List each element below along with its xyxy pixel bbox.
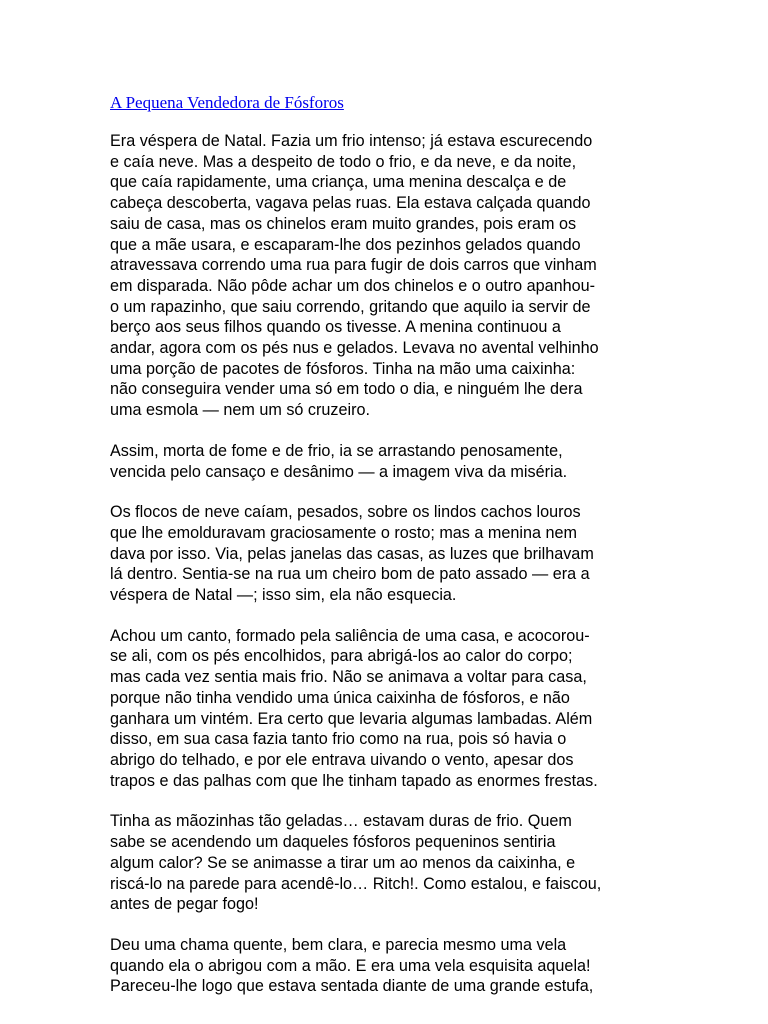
paragraph-1: Era véspera de Natal. Fazia um frio intenso; já estava escurecendo e caía neve. Mas a despeito de todo o frio, e da neve, e da noite, que caía rapidamente, uma criança, uma menina descalça e de cabeça descoberta, vagava pelas ruas. Ela estava calçada quando saiu de casa, mas os chinelos eram muito grandes, pois eram os que a mãe usara, e escaparam-lhe dos pezinhos gelados quando atravessava correndo uma rua para fugir de dois carros que vinham em disparada. Não pôde achar um dos chinelos e o outro apanhou- o um rapazinho, que saiu correndo, gritando que aquilo ia servir de berço aos seus filhos quando os tivesse. A menina continuou a andar, agora com os pés nus e gelados. Levava no avental velhinho uma porção de pacotes de fósforos. Tinha na mão uma caixinha: não conseguira vender uma só em todo o dia, e ninguém lhe dera uma esmola — nem um só cruzeiro.: [110, 132, 599, 420]
paragraph-4: Achou um canto, formado pela saliência de uma casa, e acocorou- se ali, com os pés encolhidos, para abrigá-los ao calor do corpo; mas cada vez sentia mais frio. Não se animava a voltar para casa, porque não tinha vendido uma única caixinha de fósforos, e não ganhara um vintém. Era certo que levaria algumas lambadas. Além disso, em sua casa fazia tanto frio como na rua, pois só havia o abrigo do telhado, e por ele entrava uivando o vento, apesar dos trapos e das palhas com que lhe tinham tapado as enormes frestas.: [110, 626, 598, 790]
paragraph-3: Os flocos de neve caíam, pesados, sobre os lindos cachos louros que lhe emolduravam graciosamente o rosto; mas a menina nem dava por isso. Via, pelas janelas das casas, as luzes que brilhavam lá dentro. Sentia-se na rua um cheiro bom de pato assado — era a véspera de Natal —; isso sim, ela não esquecia.: [110, 503, 594, 605]
document-page: [110, 92, 668, 1017]
paragraph-6: Deu uma chama quente, bem clara, e parecia mesmo uma vela quando ela o abrigou com a mão. E era uma vela esquisita aquela! Pareceu-lhe logo que estava sentada diante de uma grande estufa,: [110, 935, 594, 996]
paragraph-5: Tinha as mãozinhas tão geladas… estavam duras de frio. Quem sabe se acendendo um daqueles fósforos pequeninos sentiria algum calor? Se se animasse a tirar um ao menos da caixinha, e riscá-lo na parede para acendê-lo… Ritch!. Como estalou, e faiscou, antes de pegar fogo!: [110, 812, 602, 914]
document-title-link[interactable]: A Pequena Vendedora de Fósforos: [110, 93, 344, 112]
paragraph-2: Assim, morta de fome e de frio, ia se arrastando penosamente, vencida pelo cansaço e desânimo — a imagem viva da miséria.: [110, 441, 568, 481]
